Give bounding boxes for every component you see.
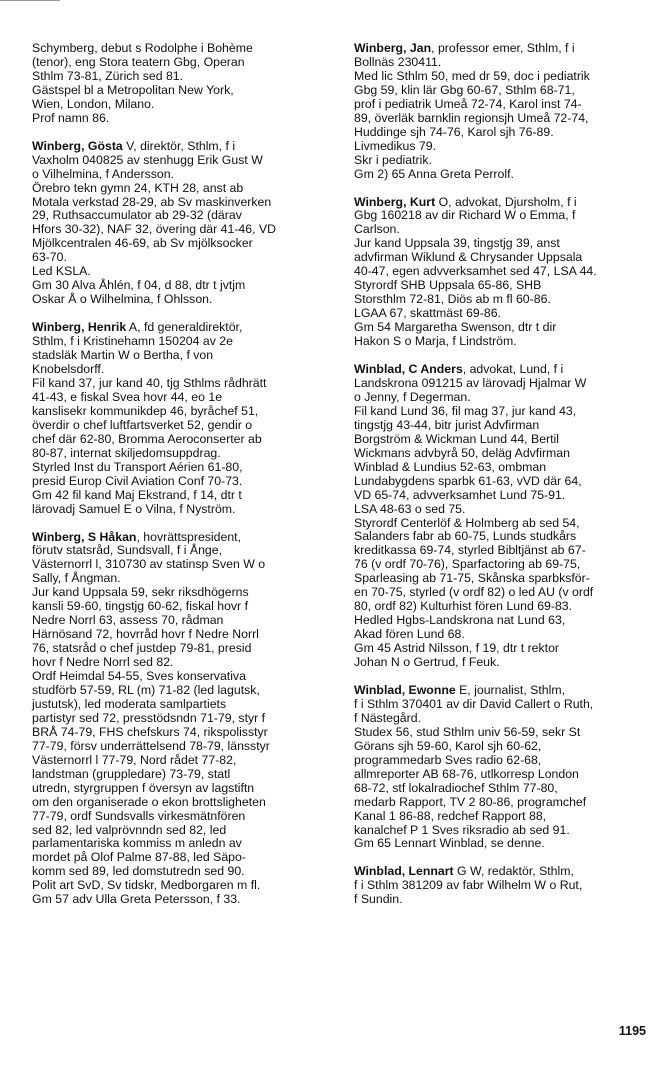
entry-text: Led KSLA.: [32, 264, 91, 279]
entry-line: [32, 489, 350, 503]
entry-text: Prof namn 86.: [32, 110, 110, 125]
entry-name: Winberg, Henrik: [32, 320, 127, 335]
entry-line: [354, 447, 672, 461]
entry-text: Jur kand Uppsala 39, tingstjg 39, anst: [354, 236, 560, 251]
entry-text: Sparleasing ab 71-75, Skånska sparbksför-: [354, 571, 590, 586]
entry-text: Borgström & Wickman Lund 44, Bertil: [354, 431, 560, 446]
entry-text: Vaxholm 040825 av stenhugg Erik Gust W: [32, 152, 263, 167]
entry-line: [354, 698, 672, 712]
entry-text: Hakon S o Marja, f Lindström.: [354, 334, 517, 349]
entry-text: O, advokat, Djursholm, f i: [435, 194, 577, 209]
entry-text: Gbg 160218 av dir Richard W o Emma, f: [354, 208, 576, 223]
entry-line: [354, 363, 672, 377]
entry-line: [354, 712, 672, 726]
entry-line: [354, 893, 672, 907]
entry-text: Sally, f Ångman.: [32, 571, 121, 586]
entry-text: o Jenny, f Degerman.: [354, 389, 471, 404]
entry-line: [32, 726, 350, 740]
entry-text: LGAA 67, skattmäst 69-86.: [354, 306, 501, 321]
entry-text: V, direktör, Sthlm, f i: [122, 138, 236, 153]
entry-line: [32, 796, 350, 810]
entry-line: [32, 112, 350, 126]
entry-text: prof i pediatrik Umeå 72-74, Karol inst 74-: [354, 96, 582, 111]
entry-line: [32, 70, 350, 84]
entry-text: Salanders fabr ab 60-75, Lunds studkårs: [354, 529, 577, 544]
entry-line: [32, 586, 350, 600]
entry-line: [354, 223, 672, 237]
entry-text: sed 82, led valprövnndn sed 82, led: [32, 822, 227, 837]
entry-line: [32, 84, 350, 98]
entry-line: [32, 698, 350, 712]
entry-line: [354, 879, 672, 893]
biography-entry: [354, 684, 672, 851]
entry-text: komm sed 89, led domstutredn sed 90.: [32, 864, 245, 879]
entry-text: Gm 65 Lennart Winblad, se denne.: [354, 836, 545, 851]
entry-line: [354, 84, 672, 98]
left-column: [32, 42, 350, 921]
entry-text: , advokat, Lund, f i: [462, 362, 564, 377]
entry-text: Gästspel bl a Metropolitan New York,: [32, 82, 234, 97]
entry-line: [354, 98, 672, 112]
entry-text: Skr i pediatrik.: [354, 152, 432, 167]
entry-line: [354, 433, 672, 447]
entry-line: [32, 433, 350, 447]
entry-line: [32, 824, 350, 838]
entry-line: [32, 572, 350, 586]
entry-text: utredn, styrgruppen f översyn av lagstiftn: [32, 780, 255, 795]
entry-text: programmedarb Sves radio 62-68,: [354, 752, 542, 767]
entry-line: [32, 503, 350, 517]
entry-text: Schymberg, debut s Rodolphe i Bohème: [32, 41, 253, 55]
entry-line: [32, 600, 350, 614]
entry-line: [32, 98, 350, 112]
entry-line: [354, 265, 672, 279]
entry-line: [32, 349, 350, 363]
biography-entry: [32, 42, 350, 126]
biography-entry: [32, 140, 350, 307]
biography-entry: [354, 363, 672, 670]
entry-line: [32, 154, 350, 168]
entry-text: 89, överläk barnklin regionsjh Umeå 72-74,: [354, 110, 589, 125]
entry-line: [32, 642, 350, 656]
entry-text: Winblad & Lundius 52-63, ombman: [354, 459, 547, 474]
entry-line: [354, 293, 672, 307]
entry-text: medarb Rapport, TV 2 80-86, programchef: [354, 794, 587, 809]
entry-text: 29, Ruthsaccumulator ab 29-32 (därav: [32, 208, 242, 223]
entry-text: Nedre Norrl 63, assess 70, rådman: [32, 613, 224, 628]
entry-text: Västernorrl l 77-79, Nord rådet 77-82,: [32, 752, 237, 767]
entry-text: , professor emer, Sthlm, f i: [431, 41, 575, 55]
entry-line: [32, 56, 350, 70]
entry-line: [32, 879, 350, 893]
entry-line: [354, 684, 672, 698]
entry-line: [354, 321, 672, 335]
entry-text: 80-87, internat skiljedomsuppdrag.: [32, 445, 221, 460]
entry-text: allmreporter AB 68-76, utlkorresp London: [354, 766, 579, 781]
entry-text: kanslisekr kommunikdep 46, byråchef 51,: [32, 403, 259, 418]
entry-line: [32, 293, 350, 307]
entry-text: studförb 57-59, RL (m) 71-82 (led lagutsk,: [32, 682, 260, 697]
entry-text: kreditkassa 69-74, styrled Bibltjänst ab 67-: [354, 543, 586, 558]
entry-line: [354, 782, 672, 796]
entry-line: [32, 363, 350, 377]
entry-line: [354, 600, 672, 614]
entry-line: [32, 810, 350, 824]
entry-text: Knobelsdorff.: [32, 362, 105, 377]
entry-text: Örebro tekn gymn 24, KTH 28, anst ab: [32, 180, 244, 195]
biography-entry: [354, 42, 672, 182]
entry-text: Gbg 59, klin lär Gbg 60-67, Sthlm 68-71,: [354, 82, 575, 97]
entry-text: E, journalist, Sthlm,: [455, 682, 566, 697]
entry-text: 40-47, egen advverksamhet sed 47, LSA 44.: [354, 264, 597, 279]
entry-line: [354, 614, 672, 628]
entry-text: 63-70.: [32, 250, 67, 265]
entry-line: [32, 768, 350, 782]
entry-text: advfirman Wiklund & Chrysander Uppsala: [354, 250, 583, 265]
entry-text: f Nästegård.: [354, 710, 421, 725]
entry-line: [354, 796, 672, 810]
entry-text: Johan N o Gertrud, f Feuk.: [354, 655, 500, 670]
entry-name: Winberg, S Håkan: [32, 529, 137, 544]
entry-line: [354, 391, 672, 405]
entry-text: chef där 62-80, Bromma Aeroconserter ab: [32, 431, 262, 446]
entry-line: [354, 517, 672, 531]
entry-text: Gm 30 Alva Åhlén, f 04, d 88, dtr t jvtjm: [32, 278, 246, 293]
entry-text: Wickmans advbyrå 50, deläg Advfirman: [354, 445, 570, 460]
entry-line: [354, 768, 672, 782]
entry-text: f i Sthlm 381209 av fabr Wilhelm W o Rut,: [354, 878, 583, 893]
entry-line: [354, 530, 672, 544]
entry-text: Styrordf SHB Uppsala 65-86, SHB: [354, 278, 542, 293]
entry-text: , hovrättspresident,: [136, 529, 242, 544]
entry-line: [32, 782, 350, 796]
entry-text: Kanal 1 86-88, redchef Rapport 88,: [354, 808, 547, 823]
entry-line: [32, 865, 350, 879]
entry-text: Oskar Å o Wilhelmina, f Ohlsson.: [32, 292, 213, 307]
entry-line: [32, 544, 350, 558]
entry-line: [354, 307, 672, 321]
entry-line: [354, 237, 672, 251]
entry-line: [354, 140, 672, 154]
entry-name: Winberg, Jan: [354, 41, 432, 55]
entry-text: Hedled Hgbs-Landskrona nat Lund 63,: [354, 613, 566, 628]
entry-text: Gm 45 Astrid Nilsson, f 19, dtr t rektor: [354, 641, 560, 656]
entry-text: LSA 48-63 o sed 75.: [354, 501, 466, 516]
entry-line: [354, 112, 672, 126]
entry-line: [32, 237, 350, 251]
entry-text: 76, statsråd o chef justdep 79-81, presid: [32, 641, 252, 656]
entry-line: [354, 544, 672, 558]
entry-text: G W, redaktör, Sthlm,: [453, 864, 574, 879]
entry-line: [354, 642, 672, 656]
entry-text: Hfors 30-32), NAF 32, övering där 41-46, VD: [32, 222, 276, 237]
entry-text: 68-72, stf lokalradiochef Sthlm 77-80,: [354, 780, 558, 795]
entry-text: tingstjg 43-44, bitr jurist Advfirman: [354, 417, 540, 432]
entry-line: [32, 712, 350, 726]
entry-text: justutsk), led moderata samlpartiets: [32, 696, 227, 711]
entry-line: [354, 168, 672, 182]
entry-line: [354, 740, 672, 754]
entry-line: [354, 209, 672, 223]
biography-entry: [354, 196, 672, 349]
entry-text: landstman (gruppledare) 73-79, statl: [32, 766, 231, 781]
entry-line: [354, 56, 672, 70]
entry-text: Landskrona 091215 av lärovadj Hjalmar W: [354, 375, 587, 390]
entry-text: Polit art SvD, Sv tidskr, Medborgaren m fl.: [32, 878, 261, 893]
entry-line: [32, 140, 350, 154]
entry-text: A, fd generaldirektör,: [126, 320, 243, 335]
biography-entry: [32, 321, 350, 516]
entry-line: [354, 196, 672, 210]
entry-text: Carlson.: [354, 222, 400, 237]
entry-text: 77-79, ordf Sundsvalls virkesmätnfören: [32, 808, 246, 823]
entry-name: Winblad, Ewonne: [354, 682, 456, 697]
entry-text: partistyr sed 72, presstödsndn 71-79, styr f: [32, 710, 266, 725]
entry-text: hovr f Nedre Norrl sed 82.: [32, 655, 174, 670]
entry-text: Sthlm 73-81, Zürich sed 81.: [32, 68, 184, 83]
entry-text: Lundabygdens sparbk 61-63, vVD där 64,: [354, 473, 582, 488]
right-column: [354, 42, 672, 921]
entry-text: 77-79, försv underrättelsend 78-79, länsstyr: [32, 738, 270, 753]
entry-text: Styrordf Centerlöf & Holmberg ab sed 54,: [354, 515, 580, 530]
entry-line: [354, 461, 672, 475]
entry-line: [32, 740, 350, 754]
entry-text: Storsthlm 72-81, Diös ab m fl 60-86.: [354, 292, 551, 307]
entry-text: Gm 2) 65 Anna Greta Perrolf.: [354, 166, 514, 181]
entry-line: [32, 670, 350, 684]
entry-text: Fil kand Lund 36, fil mag 37, jur kand 43,: [354, 403, 577, 418]
entry-text: Studex 56, stud Sthlm univ 56-59, sekr St: [354, 724, 581, 739]
entry-line: [354, 489, 672, 503]
entry-line: [354, 572, 672, 586]
entry-text: Livmedikus 79.: [354, 138, 437, 153]
entry-line: [354, 656, 672, 670]
entry-text: Västernorrl l, 310730 av statinsp Sven W o: [32, 557, 266, 572]
entry-text: (tenor), eng Stora teatern Gbg, Operan: [32, 54, 245, 69]
entry-text: f i Sthlm 370401 av dir David Callert o Ruth,: [354, 696, 594, 711]
entry-text: Gm 57 adv Ulla Greta Petersson, f 33.: [32, 892, 241, 907]
entry-name: Winblad, C Anders: [354, 362, 463, 377]
entry-name: Winberg, Gösta: [32, 138, 123, 153]
entry-text: Fil kand 37, jur kand 40, tjg Sthlms rådhrätt: [32, 375, 267, 390]
entry-line: [32, 656, 350, 670]
entry-line: [32, 391, 350, 405]
entry-line: [32, 475, 350, 489]
entry-line: [32, 614, 350, 628]
entry-line: [32, 168, 350, 182]
page-number: 1195: [618, 1024, 646, 1038]
entry-text: stadsläk Martin W o Bertha, f von: [32, 348, 214, 363]
entry-line: [354, 335, 672, 349]
entry-text: en 70-75, styrled (v ordf 82) o led AU (v ordf: [354, 585, 594, 600]
entry-text: f Sundin.: [354, 892, 403, 907]
entry-text: Gm 54 Margaretha Swenson, dtr t dir: [354, 320, 557, 335]
entry-text: Akad fören Lund 68.: [354, 627, 465, 642]
entry-line: [354, 126, 672, 140]
entry-line: [354, 405, 672, 419]
entry-line: [354, 475, 672, 489]
entry-line: [354, 810, 672, 824]
entry-line: [32, 851, 350, 865]
entry-line: [354, 558, 672, 572]
entry-line: [354, 865, 672, 879]
entry-text: VD 65-74, advverksamhet Lund 75-91.: [354, 487, 566, 502]
entry-line: [32, 42, 350, 56]
entry-text: BRÅ 74-79, FHS chefskurs 74, rikspolisstyr: [32, 724, 268, 739]
entry-line: [354, 42, 672, 56]
entry-text: o Vilhelmina, f Andersson.: [32, 166, 174, 181]
entry-text: Görans sjh 59-60, Karol sjh 60-62,: [354, 738, 542, 753]
entry-line: [354, 419, 672, 433]
entry-text: Motala verkstad 28-29, ab Sv maskinverken: [32, 194, 272, 209]
entry-line: [32, 196, 350, 210]
entry-text: Gm 42 fil kand Maj Ekstrand, f 14, dtr t: [32, 487, 242, 502]
entry-line: [32, 377, 350, 391]
entry-line: [354, 824, 672, 838]
entry-name: Winberg, Kurt: [354, 194, 436, 209]
entry-line: [32, 754, 350, 768]
entry-text: överdir o chef luftfartsverket 52, gendir o: [32, 417, 253, 432]
entry-text: Ordf Heimdal 54-55, Sves konservativa: [32, 669, 246, 684]
entry-text: Bollnäs 230411.: [354, 54, 442, 69]
entry-line: [32, 209, 350, 223]
entry-line: [32, 182, 350, 196]
entry-line: [32, 419, 350, 433]
entry-text: kansli 59-60, tingstjg 60-62, fiskal hovr f: [32, 599, 248, 614]
entry-text: mordet på Olof Palme 87-88, led Säpo-: [32, 850, 246, 865]
entry-line: [32, 893, 350, 907]
entry-line: [354, 628, 672, 642]
entry-text: parlamentariska kommiss m anledn av: [32, 836, 242, 851]
entry-line: [354, 503, 672, 517]
top-rule: [0, 0, 60, 1]
entry-line: [32, 335, 350, 349]
entry-text: Mjölkcentralen 46-69, ab Sv mjölksocker: [32, 236, 253, 251]
entry-line: [32, 628, 350, 642]
entry-text: Sthlm, f i Kristinehamn 150204 av 2e: [32, 334, 233, 349]
entry-text: presid Europ Civil Aviation Conf 70-73.: [32, 473, 243, 488]
entry-line: [354, 154, 672, 168]
entry-line: [354, 586, 672, 600]
entry-line: [32, 684, 350, 698]
entry-line: [32, 405, 350, 419]
entry-text: Jur kand Uppsala 59, sekr riksdhögerns: [32, 585, 249, 600]
entry-text: 80, ordf 82) Kulturhist fören Lund 69-83.: [354, 599, 573, 614]
entry-line: [32, 837, 350, 851]
entry-text: Huddinge sjh 74-76, Karol sjh 76-89.: [354, 124, 554, 139]
entry-line: [354, 251, 672, 265]
entry-line: [354, 754, 672, 768]
entry-line: [32, 223, 350, 237]
entry-name: Winblad, Lennart: [354, 864, 454, 879]
entry-text: Härnösand 72, hovrråd hovr f Nedre Norrl: [32, 627, 259, 642]
entry-line: [354, 70, 672, 84]
entry-line: [354, 726, 672, 740]
entry-text: förutv statsråd, Sundsvall, f i Ånge,: [32, 543, 223, 558]
biography-entry: [354, 865, 672, 907]
entry-line: [32, 461, 350, 475]
entry-text: Styrled Inst du Transport Aérien 61-80,: [32, 459, 243, 474]
biography-entry: [32, 531, 350, 908]
entry-line: [32, 447, 350, 461]
entry-text: 41-43, e fiskal Svea hovr 44, eo 1e: [32, 389, 223, 404]
entry-text: Med lic Sthlm 50, med dr 59, doc i pediatrik: [354, 68, 590, 83]
entry-line: [354, 279, 672, 293]
entry-line: [32, 251, 350, 265]
entry-text: Wien, London, Milano.: [32, 96, 155, 111]
entry-text: kanalchef P 1 Sves riksradio ab sed 91.: [354, 822, 570, 837]
entry-text: om den organiserade o ekon brottsligheten: [32, 794, 266, 809]
entry-text: 76 (v ordf 70-76), Sparfactoring ab 69-75,: [354, 557, 581, 572]
entry-line: [354, 377, 672, 391]
entry-line: [32, 321, 350, 335]
entry-line: [354, 837, 672, 851]
entry-text: lärovadj Samuel E o Vilna, f Nyström.: [32, 501, 236, 516]
